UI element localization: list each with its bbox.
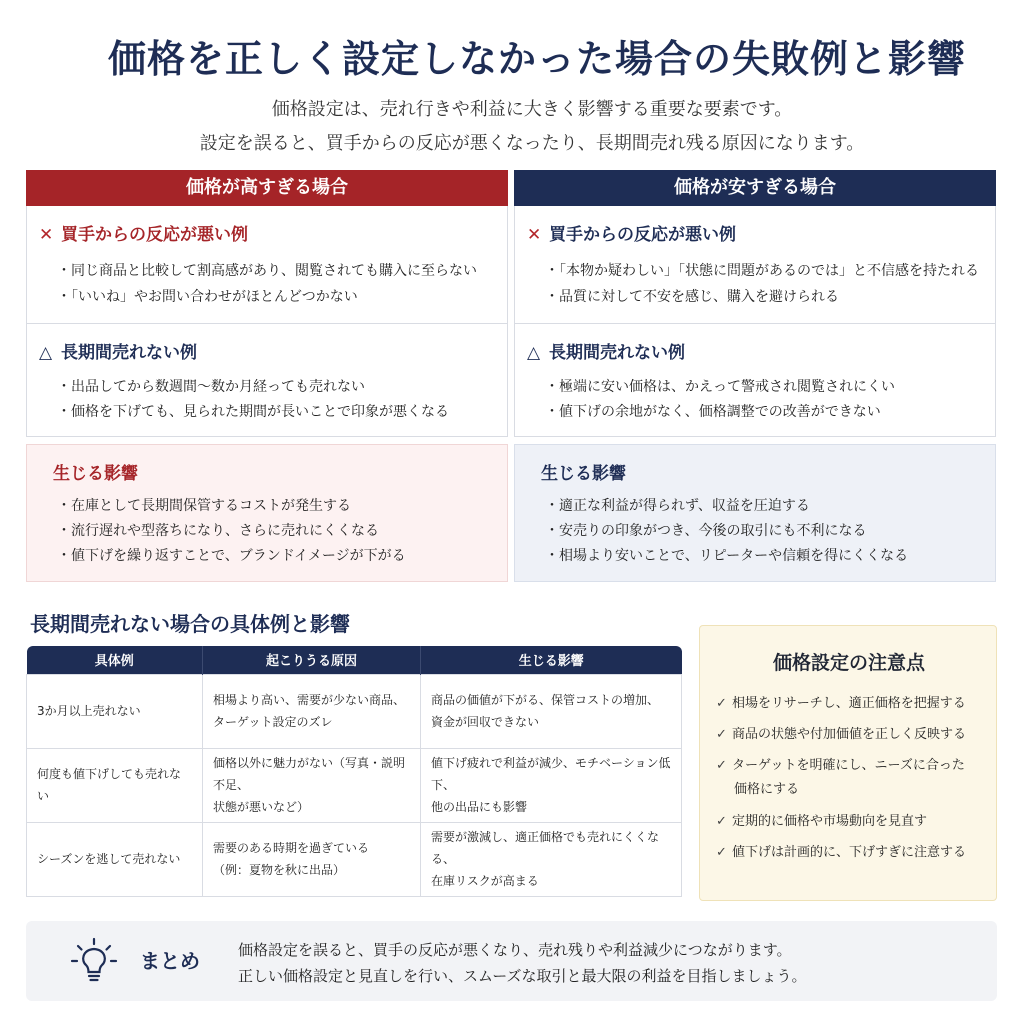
check-icon: ✓ [716,814,727,829]
low-unsold-title: △ 長期間売れない例 [527,343,685,363]
table-cell-cause: 相場より高い、需要が少ない商品、 ターゲット設定のズレ [203,674,421,748]
high-bad-reaction-card [26,206,508,324]
check-icon: ✓ [716,727,727,742]
table-header: 生じる影響 [421,646,682,674]
low-impact-title: 生じる影響 [541,464,626,484]
note-item: ✓ 値下げは計画的に、下げすぎに注意する [716,841,986,865]
lightbulb-icon [70,937,118,985]
list-item: ・ 値下げの余地がなく、価格調整での改善ができない [545,401,881,421]
summary-box [26,921,997,1001]
page-title: 価格を正しく設定しなかった場合の失敗例と影響 [107,37,966,81]
intro-line-2: 設定を誤ると、買手からの反応が悪くなったり、長期間売れ残る原因になります。 [199,133,865,154]
low-price-header: 価格が安すぎる場合 [514,170,996,206]
summary-line-2: 正しい価格設定と見直しを行い、スムーズな取引と最大限の利益を目指しましょう。 [238,967,807,985]
list-item: ・ 品質に対して不安を感じ、購入を避けられる [545,286,839,306]
table-row [27,674,682,748]
check-icon: ✓ [716,696,727,711]
low-bad-reaction-title: ✕ 買手からの反応が悪い例 [527,225,736,245]
high-bad-reaction-title: ✕ 買手からの反応が悪い例 [39,225,248,245]
note-item: ✓ ターゲットを明確にし、ニーズに合った 価格にする [716,754,986,802]
list-item: ・ 流行遅れや型落ちになり、さらに売れにくくなる [57,520,379,540]
low-impact-card [514,444,996,582]
table-cell-example: 3か月以上売れない [27,674,203,748]
note-item: ✓ 定期的に価格や市場動向を見直す [716,810,986,834]
warning-triangle-icon: △ [527,343,541,363]
high-impact-card [26,444,508,582]
intro-line-1: 価格設定は、売れ行きや利益に大きく影響する重要な要素です。 [271,99,793,120]
cases-title: 長期間売れない場合の具体例と影響 [30,612,350,636]
list-item: ・ 価格を下げても、見られた期間が長いことで印象が悪くなる [57,401,449,421]
list-item: ・ 「いいね」やお問い合わせがほとんどつかない [57,286,358,306]
table-header-row [27,646,682,674]
table-row [27,822,682,896]
list-item: ・ 値下げを繰り返すことで、ブランドイメージが下がる [57,545,406,565]
low-bad-reaction-card [514,206,996,324]
list-item: ・ 出品してから数週間〜数か月経っても売れない [57,376,365,396]
list-item: ・ 「本物か疑わしい」「状態に問題があるのでは」と不信感を持たれる [545,260,979,280]
table-cell-effect: 値下げ疲れで利益が減少、モチベーション低下、 他の出品にも影響 [421,748,682,822]
high-unsold-card [26,323,508,437]
table-header: 具体例 [27,646,203,674]
list-item: ・ 極端に安い価格は、かえって警戒され閲覧されにくい [545,376,895,396]
list-item: ・ 適正な利益が得られず、収益を圧迫する [545,495,810,515]
list-item: ・ 安売りの印象がつき、今後の取引にも不利になる [545,520,866,540]
table-cell-effect: 商品の価値が下がる、保管コストの増加、 資金が回収できない [421,674,682,748]
x-mark-icon: ✕ [527,225,542,245]
table-header: 起こりうる原因 [203,646,421,674]
table-cell-cause: 価格以外に魅力がない（写真・説明不足、 状態が悪いなど） [203,748,421,822]
list-item: ・ 相場より安いことで、リピーターや信頼を得にくくなる [545,545,908,565]
table-row [27,748,682,822]
list-item: ・ 同じ商品と比較して割高感があり、閲覧されても購入に至らない [57,260,477,280]
summary-line-1: 価格設定を誤ると、買手の反応が悪くなり、売れ残りや利益減少につながります。 [238,941,792,959]
high-price-header: 価格が高すぎる場合 [26,170,508,206]
notes-title: 価格設定の注意点 [772,652,925,674]
table-cell-effect: 需要が激減し、適正価格でも売れにくくなる、 在庫リスクが高まる [421,822,682,896]
high-impact-title: 生じる影響 [53,464,138,484]
x-mark-icon: ✕ [39,225,54,245]
warning-triangle-icon: △ [39,343,53,363]
note-item: ✓ 相場をリサーチし、適正価格を把握する [716,692,986,716]
high-unsold-title: △ 長期間売れない例 [39,343,197,363]
check-icon: ✓ [716,845,727,860]
table-cell-example: 何度も値下げしても売れない [27,748,203,822]
pricing-notes-box [699,625,997,901]
table-cell-cause: 需要のある時期を過ぎている （例：夏物を秋に出品） [203,822,421,896]
check-icon: ✓ [716,758,727,773]
cases-table [26,646,682,897]
low-unsold-card [514,323,996,437]
note-item: ✓ 商品の状態や付加価値を正しく反映する [716,723,986,747]
summary-label: まとめ [140,949,200,973]
table-cell-example: シーズンを逃して売れない [27,822,203,896]
list-item: ・ 在庫として長期間保管するコストが発生する [57,495,351,515]
